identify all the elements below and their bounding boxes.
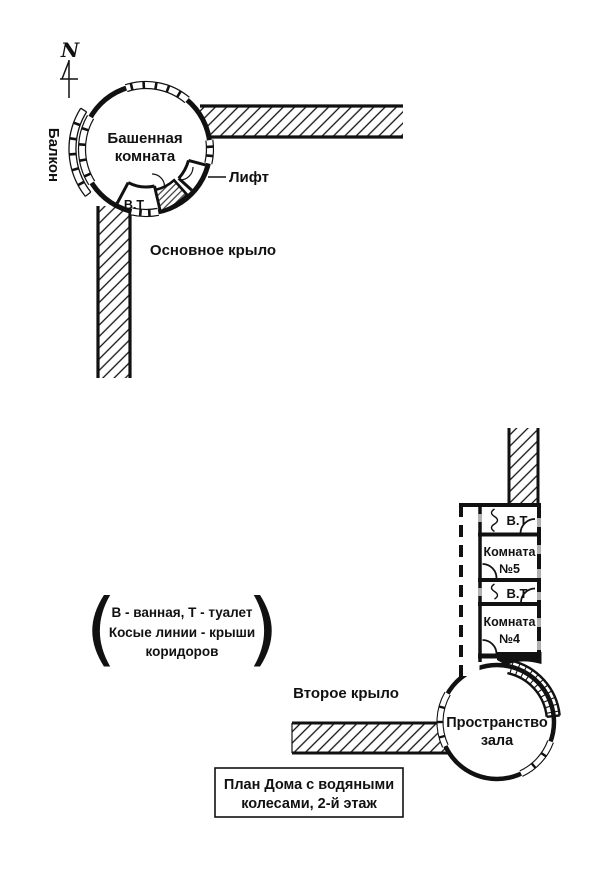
legend-line1: В - ванная, Т - туалет xyxy=(111,605,253,620)
room4-label-line1: Комната xyxy=(483,615,536,629)
legend xyxy=(85,582,278,675)
main-wing-label: Основное крыло xyxy=(149,242,277,259)
room5-label-line2: №5 xyxy=(499,562,520,576)
title-line1: План Дома с водяными xyxy=(223,777,395,793)
north-label: N xyxy=(60,38,80,62)
north-arrow xyxy=(60,38,80,98)
legend-paren-close: ) xyxy=(247,582,279,675)
hall-label-line1: Пространство xyxy=(446,715,548,731)
title-line2: колесами, 2-й этаж xyxy=(241,796,377,812)
tower-windows-right xyxy=(205,140,214,165)
room5-label-line1: Комната xyxy=(483,545,536,559)
bathroom-top-label: В.Т xyxy=(506,513,528,528)
main-wing-corridor-east xyxy=(200,106,403,137)
hall-label-line2: зала xyxy=(480,733,514,749)
tower-bathroom-label: В.Т xyxy=(123,198,145,212)
balcony-label: Балкон xyxy=(45,127,62,183)
bathroom-bottom-label: В.Т xyxy=(506,586,528,601)
second-wing-corridor-west xyxy=(292,723,454,753)
legend-paren-open: ( xyxy=(85,582,117,675)
lift-label: Лифт xyxy=(229,169,270,186)
bathroom-top-squiggle xyxy=(492,509,498,532)
legend-line2: Косые линии - крыши xyxy=(108,625,256,640)
title-box xyxy=(215,768,403,817)
second-wing-label: Второе крыло xyxy=(293,685,399,702)
tower-room-label-line1: Башенная xyxy=(107,130,183,147)
tower-room-label-line2: комната xyxy=(114,148,176,165)
second-wing-corridor-north xyxy=(509,428,538,506)
north-arrow-head xyxy=(62,61,69,79)
main-wing-corridor-south xyxy=(98,206,130,378)
tower-room xyxy=(79,81,214,216)
bathroom-bottom-squiggle xyxy=(492,584,498,599)
room4-label-line2: №4 xyxy=(499,632,520,646)
legend-line3: коридоров xyxy=(145,644,219,659)
